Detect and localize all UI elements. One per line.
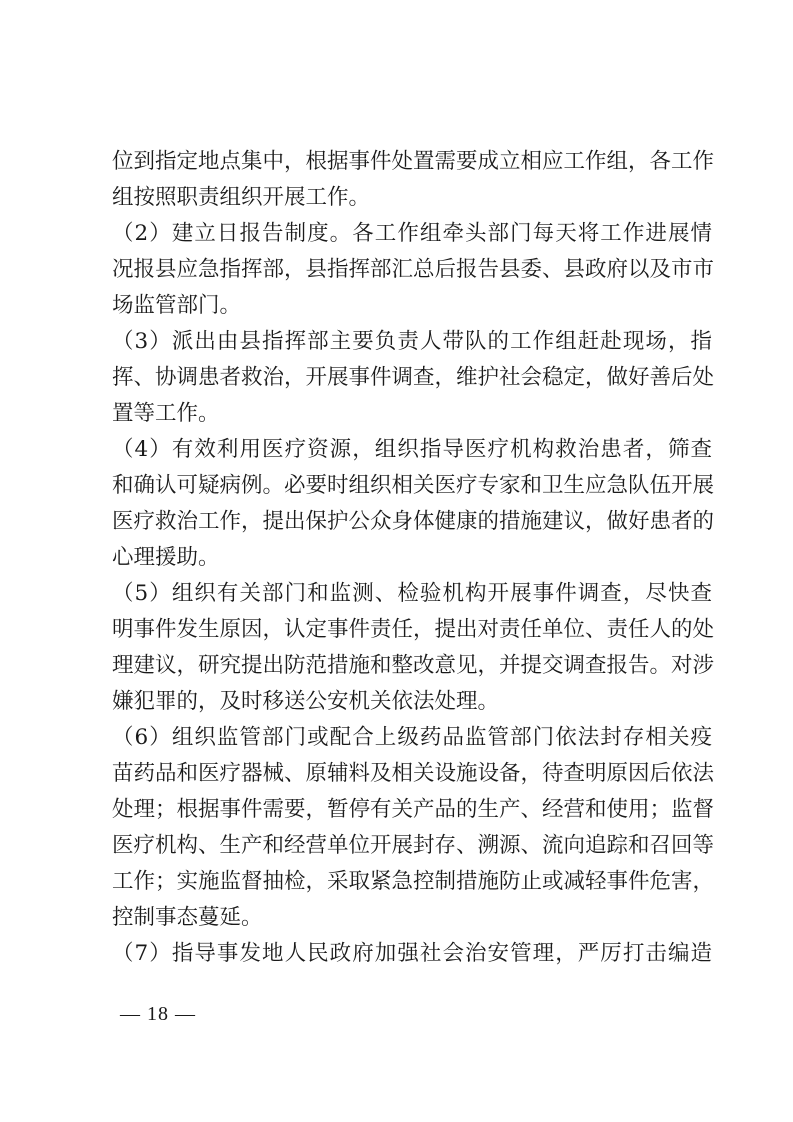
text-line: （2）建立日报告制度。各工作组牵头部门每天将工作进展情 [112, 221, 712, 246]
text-line: 处理；根据事件需要，暂停有关产品的生产、经营和使用；监督 [112, 797, 715, 822]
text-line: （6）组织监管部门或配合上级药品监管部门依法封存相关疫 [112, 725, 712, 750]
page-number: — 18 — [120, 1003, 196, 1025]
text-line: 医疗机构、生产和经营单位开展封存、溯源、流向追踪和召回等 [112, 833, 715, 858]
text-line: 挥、协调患者救治，开展事件调查，维护社会稳定，做好善后处 [112, 365, 715, 390]
text-line: （4）有效利用医疗资源，组织指导医疗机构救治患者，筛查 [112, 437, 712, 462]
text-line: 位到指定地点集中，根据事件处置需要成立相应工作组，各工作 [112, 149, 715, 174]
text-line: 理建议，研究提出防范措施和整改意见，并提交调查报告。对涉 [112, 653, 715, 678]
text-line: 明事件发生原因，认定事件责任，提出对责任单位、责任人的处 [112, 617, 715, 642]
text-line: （7）指导事发地人民政府加强社会治安管理，严厉打击编造 [112, 941, 712, 966]
text-line: 况报县应急指挥部，县指挥部汇总后报告县委、县政府以及市市 [112, 257, 715, 282]
text-line: 置等工作。 [112, 401, 220, 426]
text-line: 场监管部门。 [112, 293, 242, 318]
text-line: 控制事态蔓延。 [112, 905, 263, 930]
text-line: 组按照职责组织开展工作。 [112, 185, 371, 210]
text-line: 心理援助。 [112, 545, 220, 570]
text-line: （5）组织有关部门和监测、检验机构开展事件调查，尽快查 [112, 581, 712, 606]
text-line: 工作；实施监督抽检，采取紧急控制措施防止或减轻事件危害， [112, 869, 715, 894]
text-line: 苗药品和医疗器械、原辅料及相关设施设备，待查明原因后依法 [112, 761, 715, 786]
text-line: 嫌犯罪的，及时移送公安机关依法处理。 [112, 689, 500, 714]
text-line: 和确认可疑病例。必要时组织相关医疗专家和卫生应急队伍开展 [112, 473, 715, 498]
text-line: （3）派出由县指挥部主要负责人带队的工作组赶赴现场，指 [112, 329, 712, 354]
text-line: 医疗救治工作，提出保护公众身体健康的措施建议，做好患者的 [112, 509, 715, 534]
